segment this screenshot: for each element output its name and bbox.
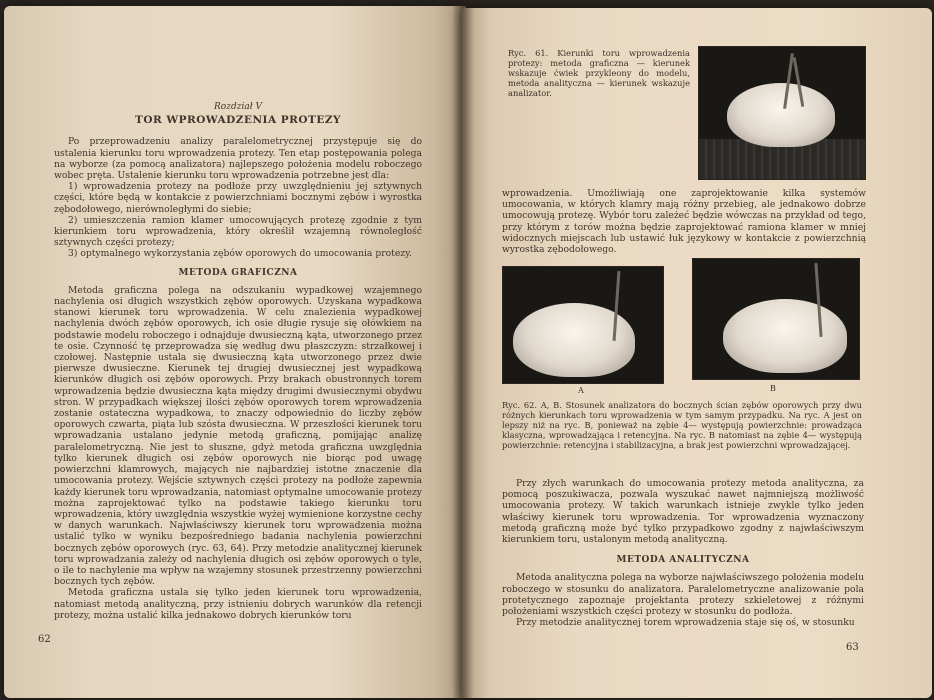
figure-62-label-b: B [770, 384, 776, 393]
figure-62b-photo [692, 258, 860, 380]
page-number-left: 62 [38, 634, 51, 645]
figure-62-label-a: A [578, 386, 584, 395]
section-heading-analytic: METODA ANALITYCZNA [616, 555, 750, 566]
section-paragraph-1: Metoda graficzna polega na odszukaniu wypadkowej wzajemnego nachylenia osi długich wszystkich zębów oporowych. Uzyskana wypadkowa stanowi kierunek toru wprowadzenia. W celu znalezienia wypadkowej nachylenia dwóch zębów oporowych, ich osie długie rysuje się ołówkiem na podstawie modelu roboczego i odnajduje dwusieczną kąta, utworzonego przez te osie. Czynność tę przeprowadza się według dwu płaszczyzn: strzałkowej i czołowej. Następnie ustala się dwusieczną kąta utworzonego przez dwie pierwsze dwusieczne. Kierunek tej drugiej dwusiecznej jest wypadkową kierunków długich osi zębów oporowych. Przy brakach obustronnych torem wprowadzenia będzie dwusieczna kąta między drugimi dwusiecznymi obydwu stron. W przypadkach większej ilości zębów oporowych torem wprowadzenia zostanie ostateczna wypadkowa, to znaczy odpowiednio do liczby zębów oporowych czwarta, piąta lub szósta dwusieczna. W przeszłości kierunek toru wprowadzania ustalano jedynie metodą graficzną, pomijając analizę paralelometryczną. Nie jest to słuszne, gdyż metoda graficzna uwzględnia tylko kierunek długich osi zębów oporowych nie biorąc pod uwagę powierzchni klamrowych, mających nie najbardziej istotne znaczenie dla umocowania protezy. Wejście sztywnych części protezy na podłoże zapewnia każdy kierunek toru wprowadzania, natomiast optymalne umocowanie protezy można zaprojektować tylko na podstawie takiego kierunku toru wprowadzenia, który uwzględnia wszystkie wyżej wymienione korzystne cechy w danych warunkach. Najwłaściwszy kierunek toru wprowadzenia można ustalić tylko w wyniku bezpośredniego badania nachylenia powierzchni bocznych zębów oporowych (ryc. 63, 64). Przy metodzie analitycznej kierunek toru wprowadzania zależy od nachylenia długich osi zębów oporowych o tyle, o ile to nachylenie ma wpływ na wzajemny stosunek przestrzenny powierzchni bocznych tych zębów. [54, 284, 422, 588]
page-number-right: 63 [846, 642, 859, 653]
right-paragraph-2: Przy złych warunkach do umocowania protezy metoda analityczna, za pomocą poszukiwacza, pozwala wyszukać nawet najmniejszą możliwość umocowania protezy. W takich warunkach istnieje zwykle tylko jeden właściwy kierunek toru wprowadzenia. Tor wprowadzenia wyznaczony metodą graficzną może być tylko przypadkowo zgodny z najwłaściwszym kierunkiem toru, ustalonym metodą analityczną. [502, 478, 864, 546]
dental-model-cast-b [723, 299, 847, 373]
figure-61-photo [698, 46, 866, 180]
right-page [462, 8, 932, 698]
figure-61-caption: Ryc. 61. Kierunki toru wprowadzenia protezy: metoda graficzna — kierunek wskazuje ćwiek przykleony do modelu, metoda analityczna — kierunek wskazuje analizator. [508, 48, 690, 98]
figure-62a-photo [502, 266, 664, 384]
intro-paragraph-3: 2) umieszczenia ramion klamer umocowujących protezę zgodnie z tym kierunkiem toru wprowadzenia, który określił wzajemną równoległość sztywnych części protezy; [54, 214, 422, 249]
dental-model-cast [727, 83, 835, 147]
chapter-title: TOR WPROWADZENIA PROTEZY [135, 114, 341, 127]
right-paragraph-4: Przy metodzie analitycznej torem wprowadzenia staje się oś, w stosunku [516, 617, 855, 629]
intro-paragraph-2: 1) wprowadzenia protezy na podłoże przy uwzględnieniu jej sztywnych części, które będą w kontakcie z powierzchniami bocznymi zębów i wyrostka zębodołowego, nierównoległymi do siebie; [54, 181, 422, 215]
figure-62-caption: Ryc. 62. A, B. Stosunek analizatora do bocznych ścian zębów oporowych przy dwu różnych kierunkach toru wprowadzenia w tym samym przypadku. Na ryc. A jest on lepszy niż na ryc. B, ponieważ na zębie 4— występują powierzchnie: prowadząca klasyczna, wprowadzająca i retencyjna. Na ryc. B natomiast na zębie 4— występują powierzchnie: retencyjna i stabilizacyjna, a brak jest powierzchni wprowadzającej. [502, 400, 862, 450]
intro-paragraph-1: Po przeprowadzeniu analizy paralelometrycznej przystępuje się do ustalenia kierunku toru wprowadzenia protezy. Ten etap postępowania polega na wyborze (za pomocą analizatora) najlepszego położenia modelu roboczego wobec pręta. Ustalenie kierunku toru wprowadzenia potrzebne jest dla: [54, 136, 422, 182]
left-page-text [54, 102, 422, 621]
section-heading-graphic: METODA GRAFICZNA [178, 267, 298, 278]
right-body-block [502, 478, 864, 628]
section-paragraph-2: Metoda graficzna ustala się tylko jeden kierunek toru wprowadzenia, natomiast metodą analityczną, przy istnieniu dobrych warunków dla retencji protezy, można ustalić kilka jednakowo dobrych kierunków toru [54, 587, 422, 621]
right-paragraph-1: wprowadzenia. Umożliwiają one zaprojektowanie kilka systemów umocowania, w których klamry mają różny przebieg, ale jednakowo dobrze umocowują protezę. Wybór toru zależeć będzie wówczas na przykład od tego, przy którym z torów można będzie zaprojektować ramiona klamer w mniej widocznych miejscach lub ustawić łuk językowy w kontakcie z powierzchnią wyrostka zębodołowego. [502, 188, 866, 256]
intro-paragraph-4: 3) optymalnego wykorzystania zębów oporowych do umocowania protezy. [68, 248, 412, 260]
left-page [4, 6, 466, 698]
right-paragraph-3: Metoda analityczna polega na wyborze najwłaściwszego położenia modelu roboczego w stosunku do analizatora. Paralelometryczne analizowanie pola protetycznego zapoznaje projektanta protezy szkieletowej z różnymi położeniami wszystkich części protezy w stosunku do podłoża. [502, 572, 864, 618]
right-paragraph-1-block [502, 188, 866, 255]
chapter-label: Rozdział V [214, 102, 262, 112]
